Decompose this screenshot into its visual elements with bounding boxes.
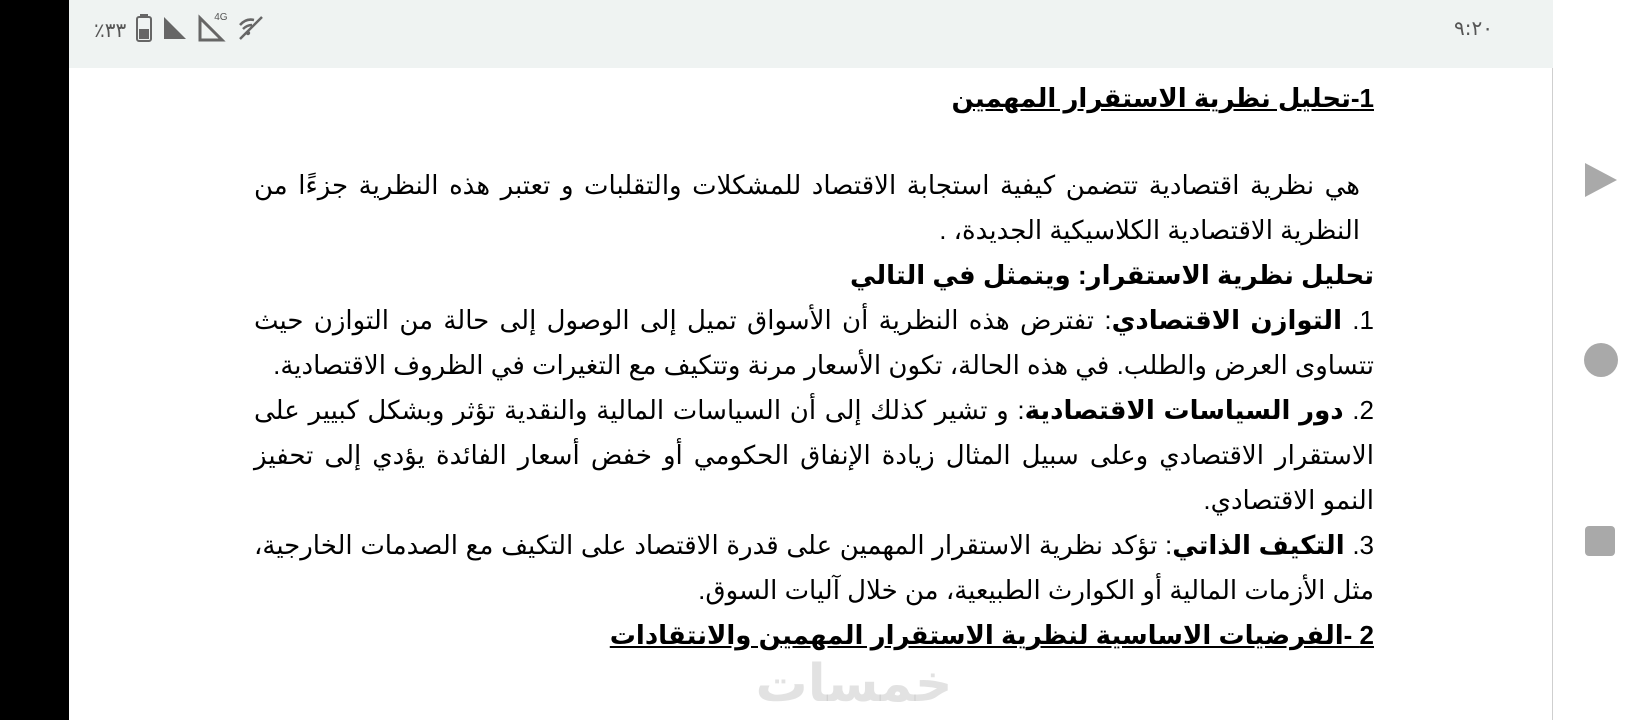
item-title: التوازن الاقتصادي [1111, 305, 1342, 335]
item-text: : و تشير كذلك إلى أن السياسات المالية والنقدية تؤثر وبشكل كبيير على الاستقرار الاقتصادي وعلى سبيل المثال زيادة الإنفاق الحكومي أو خفض أسعار الفائدة يؤدي إلى تحفيز النمو الاقتصادي. [254, 395, 1374, 515]
item-title: التكيف الذاتي [1172, 530, 1345, 560]
battery-percent: ٪٣٣ [94, 18, 127, 42]
item-text: : تؤكد نظرية الاستقرار المهمين على قدرة الاقتصاد على التكيف مع الصدمات الخارجية، مثل الأزمات المالية أو الكوارث الطبيعية، من خلال آليات السوق. [254, 530, 1374, 605]
signal-icon [162, 15, 188, 46]
list-item [254, 388, 1374, 523]
item-text: : تفترض هذه النظرية أن الأسواق تميل إلى الوصول إلى حالة من التوازن حيث تتساوى العرض والطلب. في هذه الحالة، تكون الأسعار مرنة وتتكيف مع التغيرات في الظروف الاقتصادية. [254, 305, 1374, 380]
home-circle-icon[interactable] [1583, 342, 1619, 383]
list-item [254, 298, 1374, 388]
navigation-bar [1553, 0, 1650, 720]
item-title: دور السياسات الاقتصادية [1024, 395, 1344, 425]
item-number: 2. [1352, 395, 1374, 425]
mute-icon [236, 15, 266, 46]
recents-square-icon[interactable] [1583, 524, 1617, 563]
intro-paragraph: هي نظرية اقتصادية تتضمن كيفية استجابة الاقتصاد للمشكلات والتقلبات و تعتبر هذه النظرية جزءًا من النظرية الاقتصادية الكلاسيكية الجديدة، . [254, 170, 1360, 245]
battery-icon [136, 14, 152, 47]
network-label: 4G [214, 11, 228, 23]
signal-4g-icon [198, 11, 228, 47]
list-item [254, 523, 1374, 613]
play-icon[interactable] [1583, 160, 1619, 205]
document-viewer[interactable] [69, 68, 1553, 720]
item-number: 3. [1352, 530, 1375, 560]
status-bar [69, 0, 1553, 68]
watermark: خمسات [755, 655, 953, 713]
status-time: ٩:٢٠ [1454, 16, 1493, 40]
heading-1: 1-تحليل نظرية الاستقرار المهمين [951, 83, 1374, 113]
status-icons [94, 12, 266, 48]
item-number: 1. [1352, 305, 1374, 335]
document-page [254, 76, 1374, 658]
subheading: تحليل نظرية الاستقرار: ويتمثل في التالي [850, 260, 1374, 290]
heading-2: 2 -الفرضيات الاساسية لنظرية الاستقرار المهمين والانتقادات [609, 620, 1374, 650]
screen [69, 0, 1553, 720]
spacer [254, 121, 1374, 163]
